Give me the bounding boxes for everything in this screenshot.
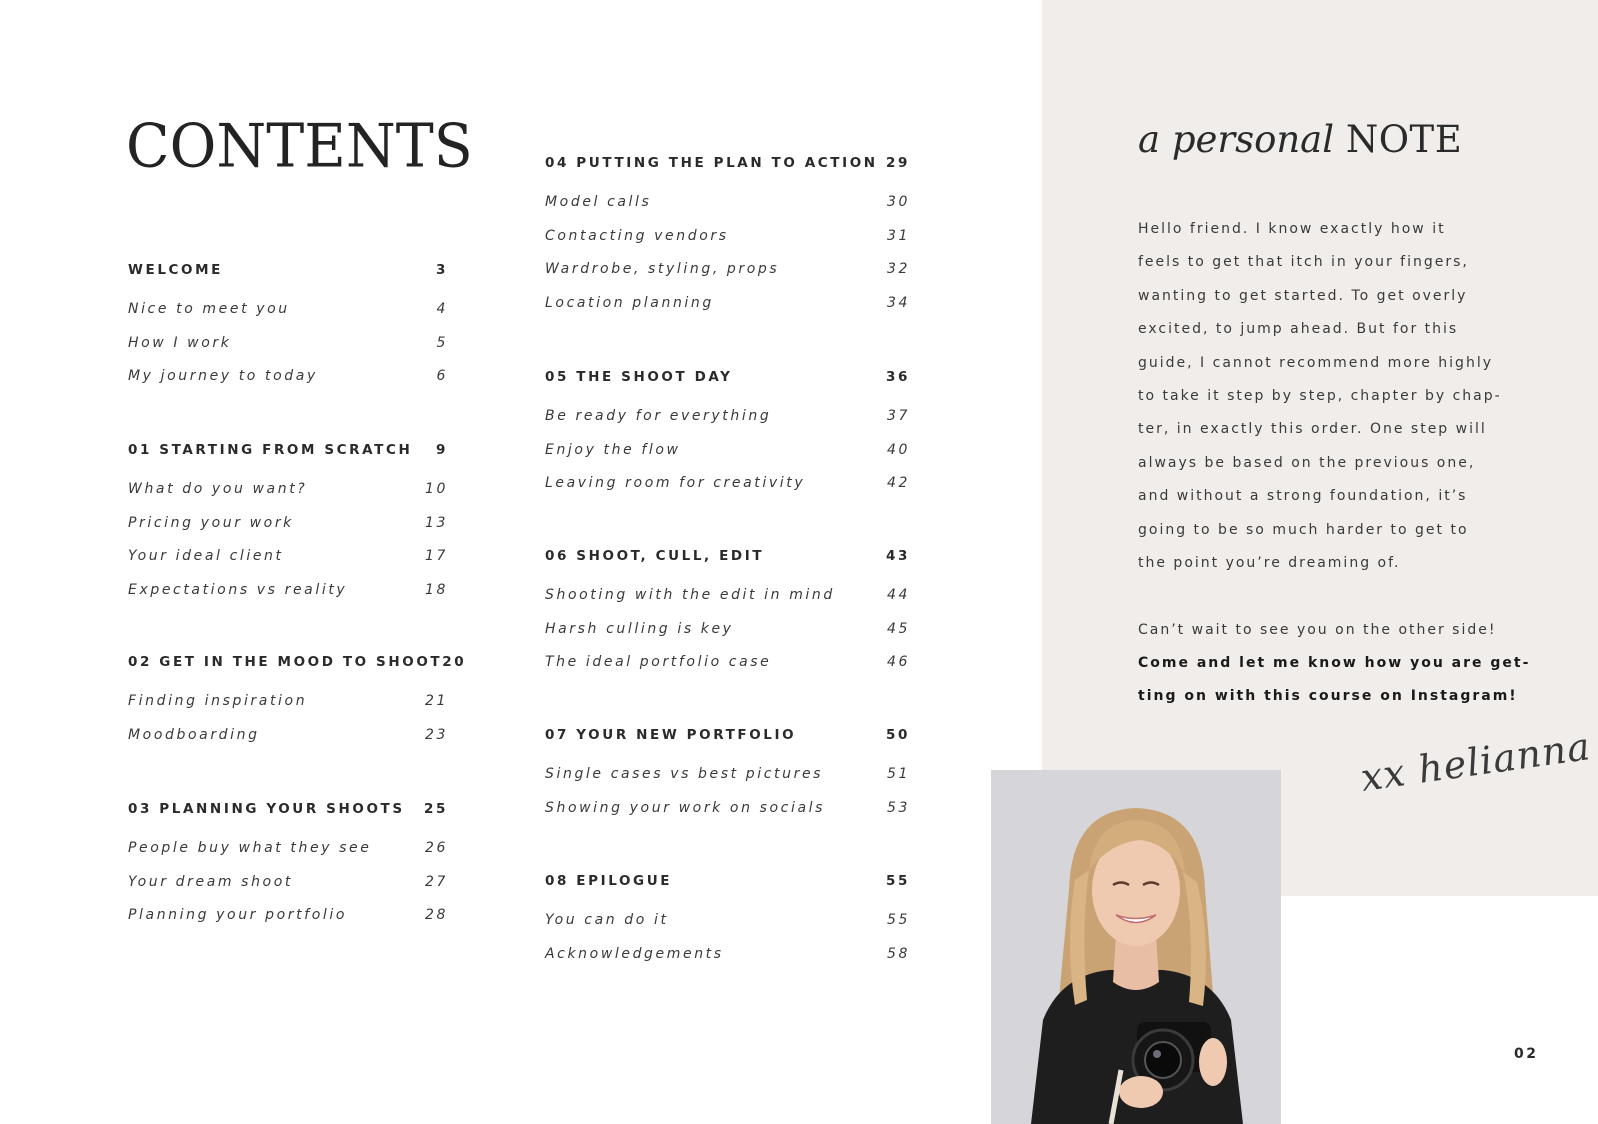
- note-line: excited, to jump ahead. But for this: [1138, 321, 1459, 338]
- toc-section: [128, 262, 448, 402]
- toc-item-label: Acknowledgements: [545, 945, 724, 962]
- toc-section-heading[interactable]: [545, 727, 910, 747]
- toc-item-label: Your ideal client: [128, 548, 284, 564]
- toc-section-heading[interactable]: [545, 369, 910, 389]
- toc-item[interactable]: [545, 912, 910, 946]
- toc-item[interactable]: [128, 301, 448, 335]
- toc-item[interactable]: [545, 295, 910, 329]
- author-photo-illustration: [991, 770, 1281, 1124]
- toc-item-label: Be ready for everything: [545, 408, 772, 424]
- note-line: feels to get that itch in your fingers,: [1138, 254, 1469, 271]
- toc-item-label: What do you want?: [128, 481, 308, 497]
- toc-item[interactable]: [545, 228, 910, 262]
- toc-item-label: Leaving room for creativity: [545, 475, 806, 491]
- toc-item[interactable]: [128, 727, 448, 761]
- toc-item-list: [545, 587, 910, 688]
- note-title-italic: a personal: [1138, 118, 1335, 161]
- toc-item-label: Moodboarding: [128, 726, 260, 743]
- toc-section-heading[interactable]: [545, 155, 910, 175]
- toc-item-label: Shooting with the edit in mind: [545, 587, 835, 603]
- toc-item[interactable]: [128, 582, 448, 616]
- toc-section-page: 43: [886, 548, 910, 564]
- toc-item-page: 17: [424, 548, 448, 564]
- toc-item-label: Your dream shoot: [128, 873, 293, 890]
- toc-item-page: 45: [886, 620, 910, 637]
- toc-section-page: 25: [424, 801, 448, 817]
- note-line: wanting to get started. To get overly: [1138, 287, 1468, 304]
- toc-item-page: 44: [886, 587, 910, 603]
- toc-item-page: 28: [424, 907, 448, 923]
- toc-item[interactable]: [545, 475, 910, 509]
- toc-item-page: 23: [424, 726, 448, 743]
- toc-section: [545, 155, 910, 328]
- page-number: 02: [1514, 1046, 1539, 1062]
- toc-item[interactable]: [545, 946, 910, 980]
- note-line: and without a strong foundation, it’s: [1138, 488, 1468, 505]
- toc-item-page: 53: [886, 799, 910, 816]
- toc-item[interactable]: [128, 693, 448, 727]
- toc-item-page: 46: [886, 654, 910, 670]
- toc-item-list: [128, 840, 448, 941]
- toc-item-label: Single cases vs best pictures: [545, 766, 824, 782]
- toc-section-page: 55: [886, 873, 910, 889]
- toc-item-page: 27: [424, 873, 448, 890]
- toc-item-page: 18: [424, 581, 448, 598]
- toc-item[interactable]: [128, 548, 448, 582]
- toc-item-label: Expectations vs reality: [128, 581, 348, 598]
- toc-item[interactable]: [545, 194, 910, 228]
- toc-item-page: 5: [436, 334, 448, 351]
- toc-item[interactable]: [128, 515, 448, 549]
- note-bold-line-1: Come and let me know how you are get-: [1138, 655, 1531, 672]
- toc-item-page: 6: [436, 368, 448, 384]
- toc-item-page: 40: [886, 441, 910, 458]
- note-title: [1138, 118, 1462, 161]
- toc-item-list: [128, 301, 448, 402]
- note-line: Hello friend. I know exactly how it: [1138, 221, 1446, 237]
- toc-item-page: 4: [436, 301, 448, 317]
- toc-item-label: Harsh culling is key: [545, 620, 734, 637]
- toc-item-list: [545, 766, 910, 833]
- toc-item-page: 30: [886, 194, 910, 210]
- toc-item-page: 31: [886, 227, 910, 244]
- toc-item-label: The ideal portfolio case: [545, 654, 772, 670]
- note-line: guide, I cannot recommend more highly: [1138, 354, 1493, 371]
- toc-item[interactable]: [545, 654, 910, 688]
- note-line: to take it step by step, chapter by chap-: [1138, 387, 1502, 404]
- toc-item-page: 32: [886, 261, 910, 277]
- toc-section-title: 05 THE SHOOT DAY: [545, 369, 733, 385]
- toc-item-list: [545, 912, 910, 979]
- note-line: going to be so much harder to get to: [1138, 521, 1469, 538]
- toc-item-label: Planning your portfolio: [128, 907, 348, 923]
- toc-section: [545, 873, 910, 979]
- toc-section-page: 29: [886, 155, 910, 171]
- toc-item-page: 42: [886, 475, 910, 491]
- toc-section: [545, 548, 910, 688]
- toc-section: [128, 801, 448, 941]
- toc-item-label: Pricing your work: [128, 514, 294, 531]
- toc-section-title: 02 GET IN THE MOOD TO SHOOT: [128, 654, 443, 670]
- toc-item-list: [128, 481, 448, 615]
- toc-item-label: People buy what they see: [128, 840, 372, 856]
- toc-item-label: How I work: [128, 334, 232, 351]
- toc-item[interactable]: [545, 587, 910, 621]
- toc-section-heading[interactable]: [128, 801, 448, 821]
- note-paragraph: [1138, 213, 1538, 580]
- toc-item[interactable]: [128, 907, 448, 941]
- toc-section-heading[interactable]: [128, 442, 448, 462]
- toc-item-page: 34: [886, 294, 910, 311]
- toc-item[interactable]: [128, 874, 448, 908]
- toc-item-label: Location planning: [545, 294, 714, 311]
- note-line: ter, in exactly this order. One step will: [1138, 421, 1487, 438]
- toc-section-page: 9: [436, 442, 448, 458]
- toc-item-label: Showing your work on socials: [545, 799, 826, 816]
- toc-item-label: You can do it: [545, 912, 669, 928]
- toc-item[interactable]: [128, 481, 448, 515]
- note-bold-line-2: ting on with this course on Instagram!: [1138, 688, 1518, 705]
- toc-section-page: 50: [886, 727, 910, 743]
- toc-item-page: 58: [886, 945, 910, 962]
- toc-item-page: 37: [886, 408, 910, 424]
- toc-item[interactable]: [545, 766, 910, 800]
- note-closing: Can’t wait to see you on the other side!: [1138, 621, 1497, 638]
- toc-section-title: 08 EPILOGUE: [545, 873, 673, 889]
- toc-item-page: 13: [424, 514, 448, 531]
- contents-title: CONTENTS: [126, 112, 473, 182]
- toc-item[interactable]: [128, 840, 448, 874]
- toc-section-page: 36: [886, 369, 910, 385]
- toc-item-page: 21: [424, 693, 448, 709]
- toc-item-label: Wardrobe, styling, props: [545, 261, 780, 277]
- author-photo: [991, 770, 1281, 1124]
- toc-section-page: 3: [436, 262, 448, 278]
- toc-item[interactable]: [545, 621, 910, 655]
- note-body: [1138, 213, 1538, 714]
- toc-section-title: 07 YOUR NEW PORTFOLIO: [545, 727, 797, 743]
- toc-item-label: Contacting vendors: [545, 227, 729, 244]
- toc-section-heading[interactable]: [545, 548, 910, 568]
- toc-item-page: 55: [886, 912, 910, 928]
- toc-item-list: [545, 194, 910, 328]
- toc-item-page: 26: [424, 840, 448, 856]
- toc-item-label: Model calls: [545, 194, 652, 210]
- signature: xx helianna: [1358, 724, 1594, 800]
- toc-item[interactable]: [545, 442, 910, 476]
- note-line: always be based on the previous one,: [1138, 454, 1476, 471]
- toc-item-page: 51: [886, 766, 910, 782]
- toc-item-list: [545, 408, 910, 509]
- toc-section-title: 06 SHOOT, CULL, EDIT: [545, 548, 765, 564]
- toc-item-label: Finding inspiration: [128, 693, 308, 709]
- toc-section-title: 04 PUTTING THE PLAN TO ACTION: [545, 155, 878, 171]
- toc-section-heading[interactable]: [128, 654, 467, 674]
- note-gap: [1138, 580, 1538, 613]
- toc-item-list: [128, 693, 448, 760]
- note-line: the point you’re dreaming of.: [1138, 554, 1401, 571]
- toc-item[interactable]: [128, 368, 448, 402]
- toc-section-page: 20: [442, 654, 467, 670]
- toc-item-label: Enjoy the flow: [545, 441, 681, 458]
- toc-section: [545, 727, 910, 833]
- toc-section-title: WELCOME: [128, 262, 223, 278]
- toc-item-page: 10: [424, 481, 448, 497]
- toc-item[interactable]: [545, 800, 910, 834]
- toc-item[interactable]: [545, 408, 910, 442]
- toc-section: [128, 442, 448, 615]
- toc-section: [128, 654, 467, 760]
- toc-item-label: Nice to meet you: [128, 301, 290, 317]
- toc-section: [545, 369, 910, 509]
- toc-item[interactable]: [545, 261, 910, 295]
- note-title-caps: NOTE: [1345, 118, 1463, 161]
- toc-section-title: 03 PLANNING YOUR SHOOTS: [128, 801, 405, 817]
- toc-section-title: 01 STARTING FROM SCRATCH: [128, 442, 413, 458]
- toc-item[interactable]: [128, 335, 448, 369]
- toc-section-heading[interactable]: [545, 873, 910, 893]
- toc-item-label: My journey to today: [128, 368, 318, 384]
- toc-section-heading[interactable]: [128, 262, 448, 282]
